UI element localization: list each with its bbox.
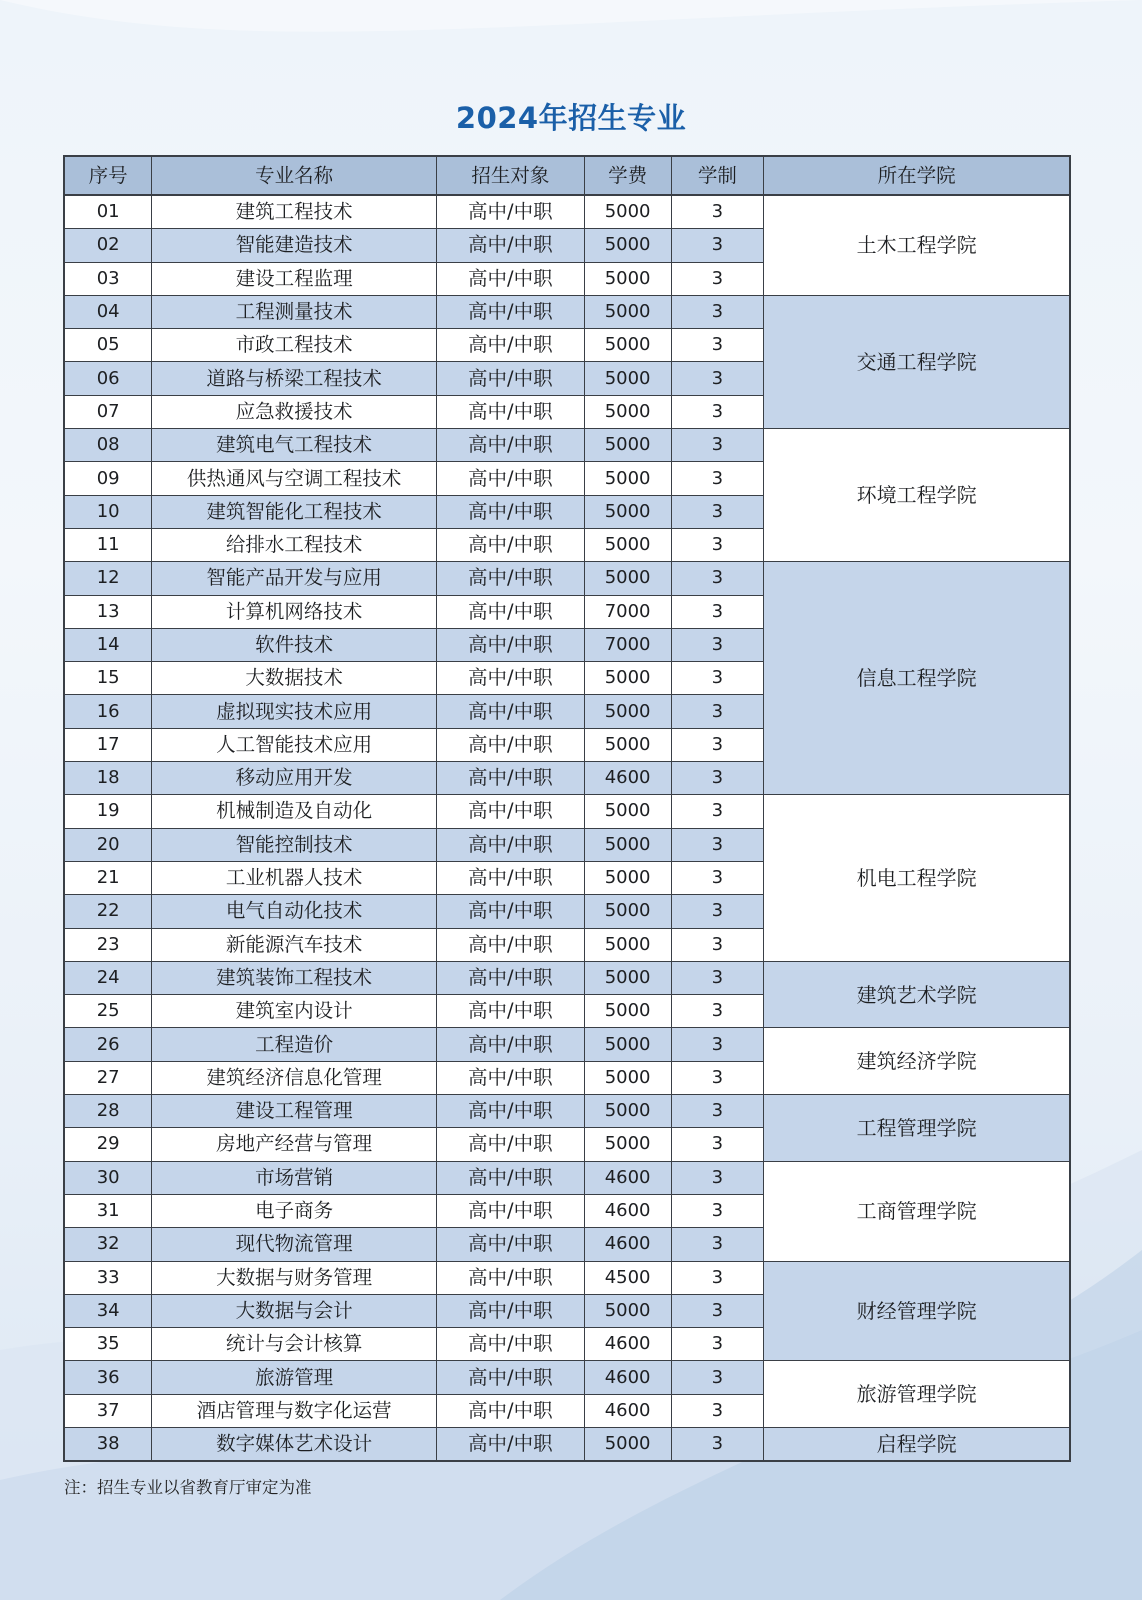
tuition-fee: 5000 — [584, 1061, 671, 1094]
tuition-fee: 4600 — [584, 1194, 671, 1227]
major-name: 市场营销 — [152, 1161, 437, 1194]
college-name: 环境工程学院 — [764, 429, 1070, 562]
study-years: 3 — [671, 1128, 764, 1161]
enrollment-target: 高中/中职 — [436, 1228, 584, 1261]
row-number: 26 — [64, 1028, 152, 1061]
row-number: 20 — [64, 828, 152, 861]
study-years: 3 — [671, 1061, 764, 1094]
study-years: 3 — [671, 1095, 764, 1128]
tuition-fee: 5000 — [584, 1028, 671, 1061]
study-years: 3 — [671, 1328, 764, 1361]
row-number: 17 — [64, 728, 152, 761]
tuition-fee: 7000 — [584, 628, 671, 661]
study-years: 3 — [671, 628, 764, 661]
enrollment-target: 高中/中职 — [436, 262, 584, 295]
enrollment-target: 高中/中职 — [436, 295, 584, 328]
enrollment-target: 高中/中职 — [436, 1061, 584, 1094]
row-number: 16 — [64, 695, 152, 728]
enrollment-target: 高中/中职 — [436, 462, 584, 495]
row-number: 29 — [64, 1128, 152, 1161]
row-number: 12 — [64, 562, 152, 595]
study-years: 3 — [671, 1394, 764, 1427]
row-number: 25 — [64, 995, 152, 1028]
row-number: 06 — [64, 362, 152, 395]
table-row — [64, 1095, 1070, 1128]
tuition-fee: 5000 — [584, 695, 671, 728]
study-years: 3 — [671, 229, 764, 262]
enrollment-target: 高中/中职 — [436, 928, 584, 961]
enrollment-target: 高中/中职 — [436, 1328, 584, 1361]
header-college: 所在学院 — [764, 156, 1070, 195]
study-years: 3 — [671, 928, 764, 961]
tuition-fee: 5000 — [584, 895, 671, 928]
tuition-fee: 5000 — [584, 995, 671, 1028]
study-years: 3 — [671, 595, 764, 628]
tuition-fee: 4600 — [584, 1394, 671, 1427]
row-number: 23 — [64, 928, 152, 961]
row-number: 02 — [64, 229, 152, 262]
major-name: 软件技术 — [152, 628, 437, 661]
study-years: 3 — [671, 495, 764, 528]
row-number: 09 — [64, 462, 152, 495]
tuition-fee: 5000 — [584, 795, 671, 828]
enrollment-target: 高中/中职 — [436, 795, 584, 828]
major-name: 供热通风与空调工程技术 — [152, 462, 437, 495]
enrollment-target: 高中/中职 — [436, 828, 584, 861]
major-name: 建筑经济信息化管理 — [152, 1061, 437, 1094]
college-name: 旅游管理学院 — [764, 1361, 1070, 1428]
row-number: 14 — [64, 628, 152, 661]
major-name: 建筑电气工程技术 — [152, 429, 437, 462]
table-body — [64, 195, 1070, 1461]
study-years: 3 — [671, 195, 764, 229]
major-name: 虚拟现实技术应用 — [152, 695, 437, 728]
table-row — [64, 1161, 1070, 1194]
tuition-fee: 4500 — [584, 1261, 671, 1294]
enrollment-target: 高中/中职 — [436, 1294, 584, 1327]
enrollment-target: 高中/中职 — [436, 1095, 584, 1128]
enrollment-target: 高中/中职 — [436, 1194, 584, 1227]
tuition-fee: 5000 — [584, 562, 671, 595]
major-name: 工程测量技术 — [152, 295, 437, 328]
major-name: 建筑智能化工程技术 — [152, 495, 437, 528]
major-name: 旅游管理 — [152, 1361, 437, 1394]
major-name: 大数据技术 — [152, 662, 437, 695]
study-years: 3 — [671, 1261, 764, 1294]
study-years: 3 — [671, 662, 764, 695]
major-name: 建筑工程技术 — [152, 195, 437, 229]
college-name: 工商管理学院 — [764, 1161, 1070, 1261]
tuition-fee: 5000 — [584, 861, 671, 894]
row-number: 38 — [64, 1427, 152, 1461]
header-duration: 学制 — [671, 156, 764, 195]
enrollment-target: 高中/中职 — [436, 528, 584, 561]
major-name: 智能控制技术 — [152, 828, 437, 861]
study-years: 3 — [671, 1194, 764, 1227]
college-name: 建筑经济学院 — [764, 1028, 1070, 1095]
college-name: 工程管理学院 — [764, 1095, 1070, 1162]
enrollment-target: 高中/中职 — [436, 1427, 584, 1461]
tuition-fee: 5000 — [584, 828, 671, 861]
study-years: 3 — [671, 861, 764, 894]
row-number: 36 — [64, 1361, 152, 1394]
enrollment-target: 高中/中职 — [436, 395, 584, 428]
row-number: 05 — [64, 329, 152, 362]
major-name: 电气自动化技术 — [152, 895, 437, 928]
major-name: 移动应用开发 — [152, 762, 437, 795]
study-years: 3 — [671, 1361, 764, 1394]
row-number: 08 — [64, 429, 152, 462]
enrollment-target: 高中/中职 — [436, 728, 584, 761]
enrollment-target: 高中/中职 — [436, 195, 584, 229]
row-number: 33 — [64, 1261, 152, 1294]
header-tuition: 学费 — [584, 156, 671, 195]
enrollment-target: 高中/中职 — [436, 495, 584, 528]
row-number: 24 — [64, 961, 152, 994]
study-years: 3 — [671, 528, 764, 561]
major-name: 建设工程监理 — [152, 262, 437, 295]
row-number: 15 — [64, 662, 152, 695]
major-name: 现代物流管理 — [152, 1228, 437, 1261]
study-years: 3 — [671, 462, 764, 495]
tuition-fee: 5000 — [584, 362, 671, 395]
enrollment-target: 高中/中职 — [436, 1261, 584, 1294]
table-row — [64, 1028, 1070, 1061]
enrollment-target: 高中/中职 — [436, 762, 584, 795]
college-name: 机电工程学院 — [764, 795, 1070, 961]
study-years: 3 — [671, 828, 764, 861]
study-years: 3 — [671, 395, 764, 428]
major-name: 计算机网络技术 — [152, 595, 437, 628]
study-years: 3 — [671, 995, 764, 1028]
study-years: 3 — [671, 262, 764, 295]
tuition-fee: 5000 — [584, 462, 671, 495]
tuition-fee: 5000 — [584, 262, 671, 295]
major-name: 大数据与财务管理 — [152, 1261, 437, 1294]
tuition-fee: 5000 — [584, 329, 671, 362]
majors-table — [63, 155, 1071, 1462]
enrollment-target: 高中/中职 — [436, 229, 584, 262]
tuition-fee: 5000 — [584, 395, 671, 428]
major-name: 电子商务 — [152, 1194, 437, 1227]
tuition-fee: 4600 — [584, 1161, 671, 1194]
table-row — [64, 961, 1070, 994]
college-name: 财经管理学院 — [764, 1261, 1070, 1361]
major-name: 智能建造技术 — [152, 229, 437, 262]
study-years: 3 — [671, 728, 764, 761]
row-number: 01 — [64, 195, 152, 229]
major-name: 建筑装饰工程技术 — [152, 961, 437, 994]
tuition-fee: 4600 — [584, 1361, 671, 1394]
study-years: 3 — [671, 961, 764, 994]
tuition-fee: 5000 — [584, 195, 671, 229]
header-target: 招生对象 — [436, 156, 584, 195]
study-years: 3 — [671, 795, 764, 828]
enrollment-target: 高中/中职 — [436, 695, 584, 728]
enrollment-target: 高中/中职 — [436, 861, 584, 894]
tuition-fee: 5000 — [584, 229, 671, 262]
tuition-fee: 4600 — [584, 762, 671, 795]
study-years: 3 — [671, 429, 764, 462]
major-name: 工业机器人技术 — [152, 861, 437, 894]
study-years: 3 — [671, 1228, 764, 1261]
major-name: 新能源汽车技术 — [152, 928, 437, 961]
study-years: 3 — [671, 329, 764, 362]
college-name: 信息工程学院 — [764, 562, 1070, 795]
major-name: 给排水工程技术 — [152, 528, 437, 561]
major-name: 人工智能技术应用 — [152, 728, 437, 761]
table-row — [64, 1261, 1070, 1294]
enrollment-target: 高中/中职 — [436, 362, 584, 395]
page-title: 2024年招生专业 — [455, 101, 687, 135]
header-no: 序号 — [64, 156, 152, 195]
enrollment-target: 高中/中职 — [436, 429, 584, 462]
row-number: 30 — [64, 1161, 152, 1194]
enrollment-target: 高中/中职 — [436, 961, 584, 994]
table-row — [64, 795, 1070, 828]
tuition-fee: 5000 — [584, 928, 671, 961]
enrollment-target: 高中/中职 — [436, 1361, 584, 1394]
table-row — [64, 1427, 1070, 1461]
row-number: 11 — [64, 528, 152, 561]
row-number: 27 — [64, 1061, 152, 1094]
major-name: 工程造价 — [152, 1028, 437, 1061]
major-name: 智能产品开发与应用 — [152, 562, 437, 595]
major-name: 统计与会计核算 — [152, 1328, 437, 1361]
enrollment-target: 高中/中职 — [436, 662, 584, 695]
major-name: 数字媒体艺术设计 — [152, 1427, 437, 1461]
study-years: 3 — [671, 1427, 764, 1461]
enrollment-target: 高中/中职 — [436, 595, 584, 628]
study-years: 3 — [671, 295, 764, 328]
row-number: 13 — [64, 595, 152, 628]
table-row — [64, 429, 1070, 462]
enrollment-target: 高中/中职 — [436, 628, 584, 661]
row-number: 22 — [64, 895, 152, 928]
major-name: 大数据与会计 — [152, 1294, 437, 1327]
major-name: 建设工程管理 — [152, 1095, 437, 1128]
major-name: 酒店管理与数字化运营 — [152, 1394, 437, 1427]
header-major-name: 专业名称 — [152, 156, 437, 195]
study-years: 3 — [671, 695, 764, 728]
row-number: 28 — [64, 1095, 152, 1128]
tuition-fee: 5000 — [584, 295, 671, 328]
major-name: 建筑室内设计 — [152, 995, 437, 1028]
row-number: 04 — [64, 295, 152, 328]
row-number: 31 — [64, 1194, 152, 1227]
table-row — [64, 1361, 1070, 1394]
enrollment-target: 高中/中职 — [436, 1394, 584, 1427]
college-name: 土木工程学院 — [764, 195, 1070, 295]
major-name: 道路与桥梁工程技术 — [152, 362, 437, 395]
tuition-fee: 4600 — [584, 1328, 671, 1361]
college-name: 建筑艺术学院 — [764, 961, 1070, 1028]
major-name: 房地产经营与管理 — [152, 1128, 437, 1161]
tuition-fee: 7000 — [584, 595, 671, 628]
major-name: 市政工程技术 — [152, 329, 437, 362]
tuition-fee: 5000 — [584, 1095, 671, 1128]
row-number: 21 — [64, 861, 152, 894]
tuition-fee: 5000 — [584, 528, 671, 561]
study-years: 3 — [671, 1294, 764, 1327]
major-name: 应急救援技术 — [152, 395, 437, 428]
tuition-fee: 5000 — [584, 429, 671, 462]
row-number: 35 — [64, 1328, 152, 1361]
tuition-fee: 5000 — [584, 1427, 671, 1461]
row-number: 19 — [64, 795, 152, 828]
tuition-fee: 4600 — [584, 1228, 671, 1261]
enrollment-target: 高中/中职 — [436, 995, 584, 1028]
college-name: 启程学院 — [764, 1427, 1070, 1461]
study-years: 3 — [671, 1028, 764, 1061]
tuition-fee: 5000 — [584, 1294, 671, 1327]
row-number: 18 — [64, 762, 152, 795]
tuition-fee: 5000 — [584, 1128, 671, 1161]
footnote: 注：招生专业以省教育厅审定为准 — [64, 1478, 312, 1497]
row-number: 32 — [64, 1228, 152, 1261]
enrollment-target: 高中/中职 — [436, 562, 584, 595]
tuition-fee: 5000 — [584, 728, 671, 761]
row-number: 07 — [64, 395, 152, 428]
table-row — [64, 195, 1070, 229]
enrollment-target: 高中/中职 — [436, 1028, 584, 1061]
study-years: 3 — [671, 562, 764, 595]
college-name: 交通工程学院 — [764, 295, 1070, 428]
row-number: 10 — [64, 495, 152, 528]
table-header-row — [64, 156, 1070, 195]
enrollment-target: 高中/中职 — [436, 1128, 584, 1161]
row-number: 03 — [64, 262, 152, 295]
row-number: 34 — [64, 1294, 152, 1327]
enrollment-target: 高中/中职 — [436, 1161, 584, 1194]
tuition-fee: 5000 — [584, 961, 671, 994]
row-number: 37 — [64, 1394, 152, 1427]
tuition-fee: 5000 — [584, 662, 671, 695]
study-years: 3 — [671, 762, 764, 795]
enrollment-target: 高中/中职 — [436, 895, 584, 928]
table-row — [64, 562, 1070, 595]
study-years: 3 — [671, 362, 764, 395]
table-row — [64, 295, 1070, 328]
major-name: 机械制造及自动化 — [152, 795, 437, 828]
enrollment-target: 高中/中职 — [436, 329, 584, 362]
study-years: 3 — [671, 1161, 764, 1194]
tuition-fee: 5000 — [584, 495, 671, 528]
study-years: 3 — [671, 895, 764, 928]
